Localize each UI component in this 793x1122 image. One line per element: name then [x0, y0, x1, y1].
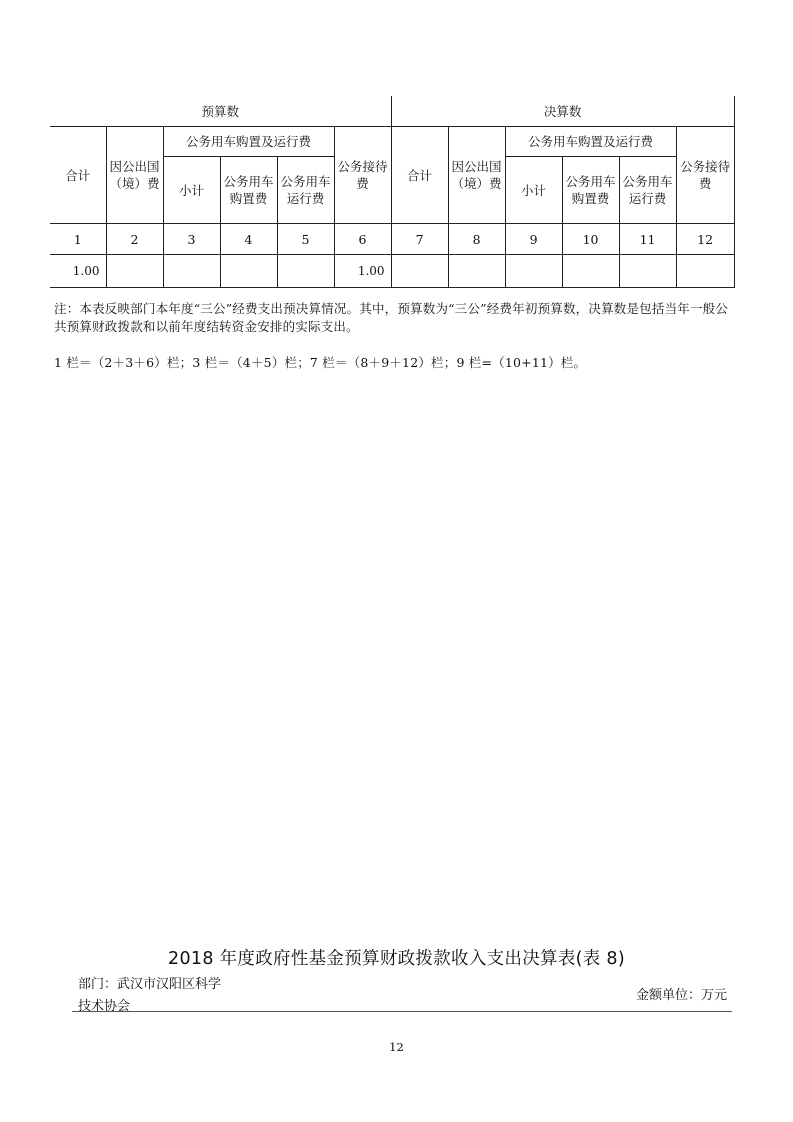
value-cell: 1.00	[334, 255, 391, 288]
budget-reception-header: 公务接待费	[334, 127, 391, 224]
final-total-header: 合计	[391, 127, 448, 224]
budget-purchase-header: 公务用车购置费	[220, 157, 277, 224]
value-cell	[505, 255, 562, 288]
final-header: 决算数	[391, 96, 734, 127]
department-line-2: 技术协会	[78, 999, 131, 1014]
value-cell	[277, 255, 334, 288]
budget-abroad-header: 因公出国（境）费	[106, 127, 163, 224]
value-cell	[448, 255, 505, 288]
column-number: 3	[163, 224, 220, 255]
value-cell	[391, 255, 448, 288]
header-rule	[72, 1011, 732, 1012]
value-cell: 1.00	[50, 255, 106, 288]
value-cell	[106, 255, 163, 288]
column-number: 9	[505, 224, 562, 255]
value-cell	[676, 255, 734, 288]
budget-total-header: 合计	[50, 127, 106, 224]
final-vehicle-group-header: 公务用车购置及运行费	[505, 127, 676, 157]
budget-subtotal-header: 小计	[163, 157, 220, 224]
amount-unit-label: 金额单位：万元	[635, 988, 727, 1003]
column-formula-note: 1 栏＝（2＋3＋6）栏；3 栏＝（4＋5）栏；7 栏＝（8＋9＋12）栏；9 栏=（10+11）栏。	[54, 355, 587, 370]
value-cell	[163, 255, 220, 288]
column-number: 8	[448, 224, 505, 255]
final-operation-header: 公务用车运行费	[619, 157, 676, 224]
department-line-1: 部门：武汉市汉阳区科学	[78, 977, 222, 992]
value-cell	[562, 255, 619, 288]
budget-operation-header: 公务用车运行费	[277, 157, 334, 224]
column-number: 5	[277, 224, 334, 255]
table8-title: 2018 年度政府性基金预算财政拨款收入支出决算表(表 8)	[168, 949, 625, 969]
value-cell	[619, 255, 676, 288]
page-number: 12	[389, 1040, 404, 1054]
budget-header: 预算数	[50, 96, 391, 127]
column-number: 7	[391, 224, 448, 255]
column-number: 12	[676, 224, 734, 255]
value-row	[50, 255, 734, 288]
column-number: 2	[106, 224, 163, 255]
final-abroad-header: 因公出国（境）费	[448, 127, 505, 224]
value-cell	[220, 255, 277, 288]
column-number: 10	[562, 224, 619, 255]
column-number-row	[50, 224, 734, 255]
three-public-expenses-table	[50, 96, 735, 288]
column-number: 6	[334, 224, 391, 255]
budget-vehicle-group-header: 公务用车购置及运行费	[163, 127, 334, 157]
column-number: 11	[619, 224, 676, 255]
final-purchase-header: 公务用车购置费	[562, 157, 619, 224]
final-reception-header: 公务接待费	[676, 127, 734, 224]
table-note: 注：本表反映部门本年度“三公”经费支出预决算情况。其中，预算数为“三公”经费年初预算数，决算数是包括当年一般公共预算财政拨款和以前年度结转资金安排的实际支出。	[54, 301, 729, 334]
final-subtotal-header: 小计	[505, 157, 562, 224]
column-number: 1	[50, 224, 106, 255]
column-number: 4	[220, 224, 277, 255]
